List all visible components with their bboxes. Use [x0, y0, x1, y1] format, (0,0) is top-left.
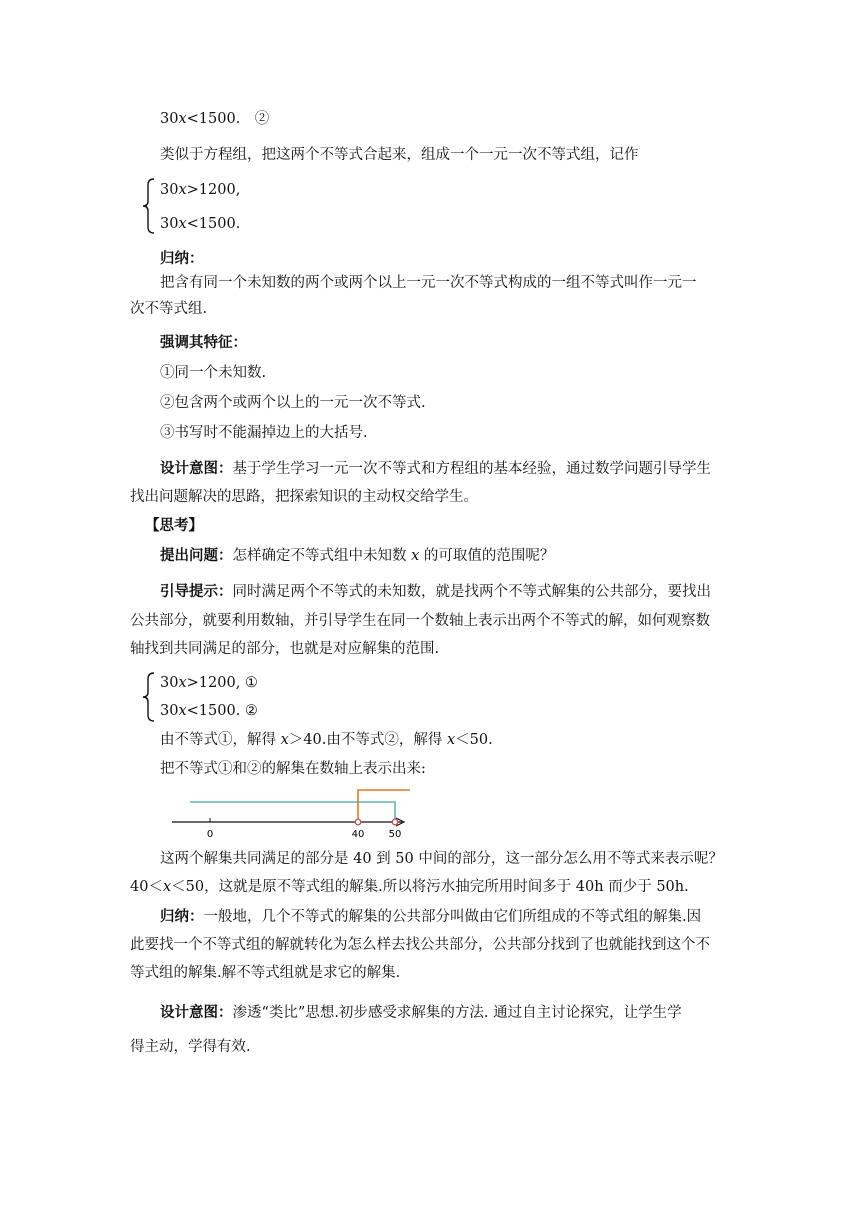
variable: x	[178, 182, 187, 198]
summary-text-line1: 把含有同一个未知数的两个或两个以上一元一次不等式构成的一组不等式叫作一元一	[160, 275, 697, 291]
question-line	[160, 546, 554, 566]
feature-2: ②包含两个或两个以上的一元一次不等式.	[160, 395, 426, 411]
summary-text-line2: 次不等式组.	[130, 301, 208, 317]
tick-label-0: 0	[206, 829, 214, 840]
open-point-50	[392, 819, 398, 825]
coef: 30	[160, 216, 179, 232]
design-intent-1-line2: 找出问题解决的思路，把探索知识的主动权交给学生。	[130, 489, 478, 505]
hint-text: 同时满足两个不等式的未知数，就是找两个不等式解集的公共部分，要找出	[232, 584, 711, 600]
variable: x	[411, 548, 420, 564]
common-part-line2	[130, 877, 689, 897]
variable: x	[280, 732, 289, 748]
common-text: 40＜	[130, 879, 163, 895]
tick-label-40: 40	[351, 829, 365, 840]
hint-line3: 轴找到共同满足的部分，也就是对应解集的范围.	[130, 641, 440, 657]
solution-set-2-bracket	[190, 802, 395, 819]
design-intent-2-line1	[160, 1003, 682, 1023]
design-intent-2-line2: 得主动，学得有效.	[130, 1039, 251, 1055]
hint-line2: 公共部分，就要利用数轴，并引导学生在同一个数轴上表示出两个不等式的解，如何观察数	[130, 613, 710, 629]
inequality-tail: <1500.	[186, 216, 241, 232]
solve-text: ＞40.由不等式②，解得	[288, 732, 447, 748]
summary2-line2: 此要找一个不等式组的解就转化为怎么样去找公共部分，公共部分找到了也就能找到这个不	[130, 937, 710, 953]
inequality-tail: <1500. ②	[186, 703, 258, 719]
inequality-tail: >1200,	[186, 182, 241, 198]
question-text: 怎样确定不等式组中未知数	[232, 548, 412, 564]
solve-text: 由不等式①，解得	[160, 732, 281, 748]
solve-text: ＜50.	[455, 732, 493, 748]
hint-heading: 引导提示：	[160, 583, 233, 600]
question-heading: 提出问题：	[160, 547, 233, 564]
design-intent-text: 基于学生学习一元一次不等式和方程组的基本经验，通过数学问题引导学生	[232, 461, 711, 477]
system2-first	[160, 673, 258, 693]
open-point-40	[355, 819, 361, 825]
left-brace-icon	[140, 671, 156, 723]
summary2-line3: 等式组的解集.解不等式组就是求它的解集.	[130, 965, 401, 981]
summary2-text: 一般地，几个不等式的解集的公共部分叫做由它们所组成的不等式组的解集.因	[203, 909, 702, 925]
common-part-line1: 这两个解集共同满足的部分是 40 到 50 中间的部分，这一部分怎么用不等式来表示呢？	[160, 851, 723, 867]
variable: x	[178, 675, 187, 691]
solve-line	[160, 730, 493, 750]
variable: x	[162, 879, 172, 895]
inequality-tail: >1200, ①	[186, 675, 258, 691]
coef: 30	[160, 111, 179, 127]
summary-heading: 归纳：	[160, 250, 204, 267]
system1-second	[160, 214, 240, 234]
system2-second	[160, 701, 258, 721]
plot-intro: 把不等式①和②的解集在数轴上表示出来:	[160, 761, 426, 777]
variable: x	[446, 732, 456, 748]
hint-line1	[160, 582, 711, 602]
design-intent-heading: 设计意图：	[160, 1004, 233, 1021]
variable: x	[178, 216, 187, 232]
system1-first	[160, 180, 240, 200]
number-line-diagram	[170, 780, 410, 840]
summary2-line1	[160, 907, 701, 927]
question-text: 的可取值的范围呢？	[419, 548, 555, 564]
tick-label-50: 50	[388, 829, 402, 840]
design-intent-heading: 设计意图：	[160, 460, 233, 477]
variable: x	[178, 703, 187, 719]
summary2-heading: 归纳：	[160, 908, 204, 925]
inequality-tail: <1500. ②	[186, 111, 270, 127]
coef: 30	[160, 703, 179, 719]
inequality-2-line	[160, 109, 269, 129]
feature-3: ③书写时不能漏掉边上的大括号.	[160, 425, 368, 441]
coef: 30	[160, 182, 179, 198]
emphasis-heading: 强调其特征：	[160, 334, 247, 351]
variable: x	[178, 111, 187, 127]
design-intent-text: 渗透“类比”思想.初步感受求解集的方法. 通过自主讨论探究，让学生学	[232, 1005, 682, 1021]
coef: 30	[160, 675, 179, 691]
left-brace-icon	[140, 177, 156, 235]
paragraph-analogy: 类似于方程组，把这两个不等式合起来，组成一个一元一次不等式组，记作	[160, 147, 639, 163]
common-text: ＜50，这就是原不等式组的解集.所以将污水抽完所用时间多于 40h 而少于 50h.	[171, 879, 689, 895]
design-intent-1-line1	[160, 459, 711, 479]
solution-set-1-bracket	[358, 790, 410, 819]
think-heading: 【思考】	[145, 517, 203, 534]
feature-1: ①同一个未知数.	[160, 365, 267, 381]
